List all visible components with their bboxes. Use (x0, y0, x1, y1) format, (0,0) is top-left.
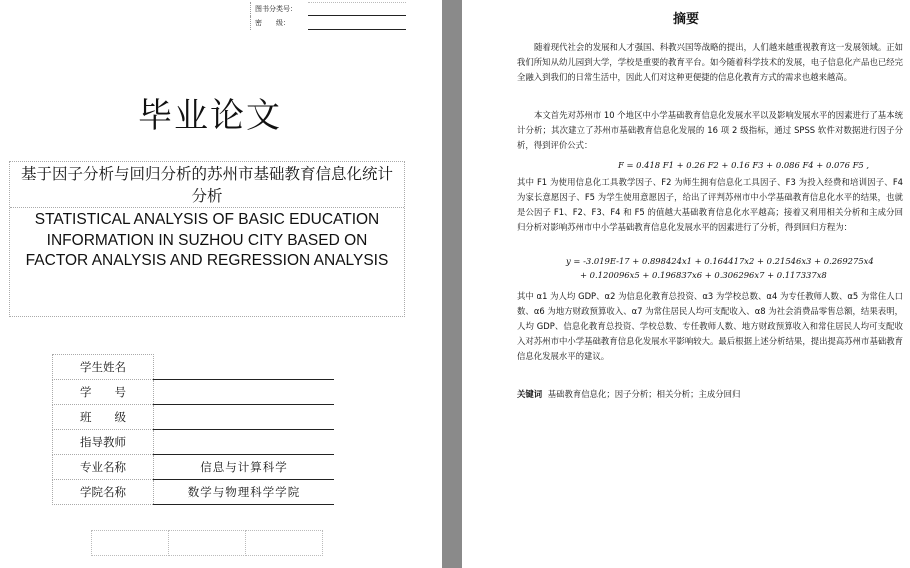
security-level-label: 密 级： (250, 16, 308, 30)
date-cell (169, 531, 246, 556)
abstract-paragraph-4: 其中 α1 为人均 GDP、α2 为信息化教育总投资、α3 为学校总数、α4 为专任教师人数、α5 为常住人口数、α6 为地方财政预算收入、α7 为常住居民人均可支配收入、α8 为社会消费品零售总额，结果表明，人均 GDP、信息化教育总投资、学校总数、专任教师人数、地方财政预算收入和常住居民人均可支配收入对苏州市中小学基础教育信息化发展水平影响较大。最后根据上述分析结果，提出提高苏州市基础教育信息化发展水平的建议。 (517, 291, 903, 361)
date-cell (92, 531, 169, 556)
table-row (53, 355, 335, 380)
table-row (53, 455, 335, 480)
classification-row (250, 16, 406, 30)
table-row (53, 405, 335, 430)
abstract-page (462, 0, 910, 568)
date-cell (246, 531, 323, 556)
student-id-value (154, 380, 335, 405)
title-box (9, 161, 405, 317)
classification-row (250, 2, 406, 16)
advisor-value (154, 430, 335, 455)
classification-number-value (308, 2, 406, 16)
table-row (92, 531, 323, 556)
abstract-heading: 摘要 (672, 12, 699, 27)
english-subtitle: STATISTICAL ANALYSIS OF BASIC EDUCATION INFORMATION IN SUZHOU CITY BASED ON FACTOR ANALYSIS AND REGRESSION ANALYSIS (25, 211, 389, 269)
classification-box (250, 2, 406, 30)
abstract-paragraph-2: 本文首先对苏州市 10 个地区中小学基础教育信息化发展水平以及影响发展水平的因素进行了基本统计分析；其次建立了苏州市基础教育信息化发展的 16 项 2 级指标，通过 SPSS 软件对数据进行因子分析，得到评价公式： (517, 110, 903, 150)
advisor-label: 指导教师 (53, 430, 154, 455)
abstract-paragraph-1: 随着现代社会的发展和人才强国、科教兴国等战略的提出，人们越来越重视教育这一发展领域。正如我们所知从幼儿园到大学，学校是重要的教育平台。如今随着科学技术的发展，电子信息化产品也已经完全融入到我们的日常生活中，因此人们对这种更便捷的信息化教育方式的需求也越来越高。 (517, 42, 903, 82)
keywords-line (517, 388, 740, 400)
major-value: 信息与计算科学 (154, 455, 335, 480)
college-value: 数学与物理科学学院 (154, 480, 335, 505)
regression-formula-line-1: y = -3.019E-17 + 0.898424x1 + 0.164417x2 + 0.21546x3 + 0.269275x4 (566, 256, 874, 266)
student-info-table (52, 354, 334, 505)
table-row (53, 430, 335, 455)
security-level-value (308, 16, 406, 30)
keywords-text: 基础教育信息化；因子分析；相关分析；主成分回归 (547, 389, 741, 399)
classification-number-label: 图书分类号： (250, 2, 308, 16)
cover-page (0, 0, 442, 568)
regression-formula-line-2: + 0.120096x5 + 0.196837x6 + 0.306296x7 + 0.117337x8 (580, 270, 827, 280)
class-value (154, 405, 335, 430)
keywords-label: 关键词 (517, 389, 543, 399)
student-name-label: 学生姓名 (53, 355, 154, 380)
college-label: 学院名称 (53, 480, 154, 505)
thesis-title: 毕业论文 (138, 96, 282, 136)
major-label: 专业名称 (53, 455, 154, 480)
evaluation-formula: F = 0.418 F1 + 0.26 F2 + 0.16 F3 + 0.086 F4 + 0.076 F5 , (618, 160, 870, 170)
chinese-subtitle: 基于因子分析与回归分析的苏州市基础教育信息化统计分析 (10, 162, 404, 208)
date-box (91, 530, 323, 556)
class-label: 班 级 (53, 405, 154, 430)
student-id-label: 学 号 (53, 380, 154, 405)
table-row (53, 480, 335, 505)
abstract-paragraph-3: 其中 F1 为使用信息化工具教学因子、F2 为师生拥有信息化工具因子、F3 为投入经费和培训因子、F4 为家长意愿因子、F5 为学生使用意愿因子，给出了评判苏州市中小学基础教育信息化水平的结果，也就是公因子 F1、F2、F3、F4 和 F5 的值越大基础教育信息化水平越高；接着又利用相关分析和主成分回归分析对影响苏州市中小学基础教育信息化发展水平的因素进行了分析，得到回归方程为： (517, 177, 903, 232)
student-name-value (154, 355, 335, 380)
table-row (53, 380, 335, 405)
